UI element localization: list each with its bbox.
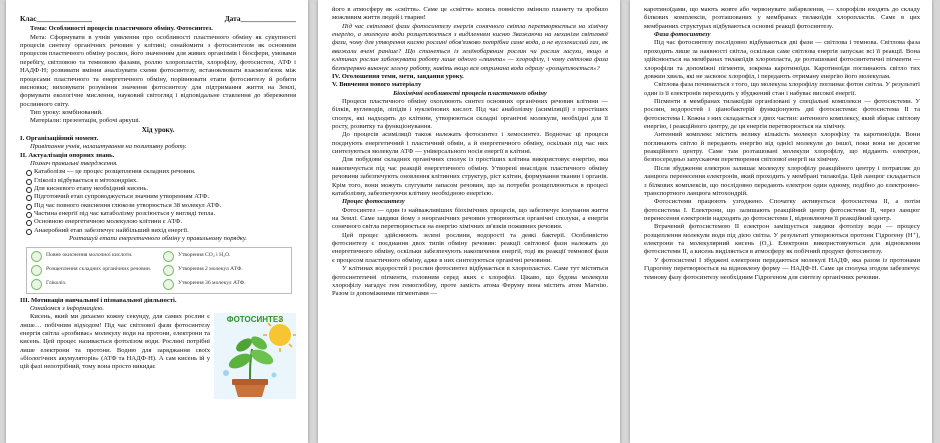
statement-checkbox[interactable]: Для кисневого етапу необхідний кисень. bbox=[26, 185, 296, 193]
stage-4-heading: IV. Оголошення теми, мети, завдання уроку. bbox=[332, 72, 464, 80]
date-field: Дата_______________ bbox=[224, 14, 296, 23]
order-item[interactable]: Утворення 36 молекул АТФ. bbox=[163, 279, 287, 290]
paragraph: До процесів асиміляції також належать фотосинтез і хемосинтез. Водночас ці процеси поєднують енергетичний і пластичний обмін, а й енергетичного обміну, оскільки під час них синтезуються молекули АТФ — універсального носія енергії в клітині. bbox=[332, 131, 608, 156]
order-item[interactable]: Утворення CO₂ і H₂O. bbox=[163, 251, 287, 262]
paragraph: Під час фотосинтезу послідовно відбуваються дві фази — світлова і темнова. Світлова фаза проходить лише за наявності світла, оскільки саме світлова енергія запускає всі її реакції. Вона здійснюється на мембранах тилакоїдів хлоропласта, де розташовані фотосинтетичні пігменти — хлорофіли та допоміжні пігменти, зокрема каротиноїди. Каротиноїди поглинають світло тих довжин хвиль, які не засвоює хлорофіл, і передають отриману енергію його молекулам. bbox=[644, 39, 920, 80]
order-item[interactable]: Повне окиснення молочної кислоти. bbox=[31, 251, 155, 262]
page-3 bbox=[630, 0, 932, 443]
header-row bbox=[20, 14, 296, 23]
lesson-goal: Мета: Сформувати в учнів уявлення про особливості пластичного обміну як сукупності процесів синтезу органічних речовин у клітині; ознайомити з фотосинтезом як основним процесом пластичного обміну рослин, його значенням для живих організмів і біосфери, умовами перебігу, світловою та темновою фазами, роллю хлоропластів, хлорофілу, фотосистем, АТФ і НАДФ·Н; розвивати вміння аналізувати схеми фотосинтезу, встановлювати взаємозв'язок між процесами пластичного та енергетичного обміну, порівнювати етапи фотосинтезу й робити висновки; виховувати розуміння значення фотосинтезу для підтримання життя на Землі, формувати екологічне мислення, науковий світогляд і відповідальне ставлення до збереження рослинного світу. bbox=[20, 33, 296, 108]
paragraph: Фотосистеми працюють узгоджено. Спочатку активується фотосистема II, а потім фотосистема I. Електрони, що залишають реакційний центр фотосистеми II, через ланцюг перенесення електронів надходять до фотосистеми I, відновлюючи її реакційний центр. bbox=[644, 198, 920, 222]
order-circle-icon bbox=[163, 279, 174, 290]
ordering-task bbox=[26, 247, 292, 294]
course-title: Хід уроку. bbox=[141, 125, 175, 134]
statement-checkbox[interactable]: Основною енергетичною молекулою клітини є АТФ. bbox=[26, 218, 296, 226]
page-3-intro: каротиноїдами, що мають жовте або червонувате забарвлення, — хлорофіли входять до складу білкових комплексів, розташованих у мембранах тилакоїдів хлоропластів. Саме в цих мембранних структурах відбуваються основні реакції фотосинтезу. bbox=[644, 6, 920, 30]
statement-checkbox[interactable]: Частина енергії під час катаболізму розсіюється у вигляді тепла. bbox=[26, 210, 296, 218]
order-circle-icon bbox=[31, 251, 42, 262]
order-item[interactable]: Розщеплення складних органічних речовин. bbox=[31, 265, 155, 276]
statement-checkbox[interactable]: Анаеробний етап забезпечує найбільший вихід енергії. bbox=[26, 227, 296, 235]
stage-3-note: Ознайомся з інформацією. bbox=[30, 304, 105, 312]
order-item[interactable]: Гліколіз. bbox=[31, 279, 155, 290]
statement-list bbox=[20, 168, 296, 235]
statement-checkbox[interactable]: Підготовчий етап супроводжується значним утворенням АТФ. bbox=[26, 193, 296, 201]
order-circle-icon bbox=[163, 251, 174, 262]
paragraph: У клітинах водоростей і рослин фотосинтез відбувається в хлоропластах. Саме тут містяться фотосинтетичні пігменти, головним серед яких є хлорофіл. Цікаво, що будова молекули хлорофілу нагадує гем гемоглобіну, проте замість атома Феруму вона містить атом Магнію. Разом із допоміжними пігментами — bbox=[332, 265, 608, 298]
order-circle-icon bbox=[31, 279, 42, 290]
phase-heading: Фаза фотосинтезу bbox=[654, 31, 711, 39]
paragraph: Фотосинтез — один із найважливіших біохімічних процесів, що забезпечує існування життя на Землі. Саме завдяки йому з неорганічних речовин утворюються органічні сполуки, а енергія сонячного світла перетворюється на енергію хімічних зв'язків поживних речовин. bbox=[332, 206, 608, 231]
paragraph: Процеси пластичного обміну охоплюють синтез основних органічних речовин клітини — білків, вуглеводів, ліпідів і нуклеїнових кислот. Під час анаболізму (асиміляції) з простіших сполук, які надходять до клітини, утворюються складні органічні молекули, необхідні для її росту, розвитку та функціонування. bbox=[332, 97, 608, 131]
order-item[interactable]: Утворення 2 молекул АТФ. bbox=[163, 265, 287, 276]
photosynthesis-heading: Процес фотосинтезу bbox=[342, 198, 405, 206]
page-1 bbox=[6, 0, 308, 443]
plant-sun-icon bbox=[214, 313, 296, 399]
paragraph: Для побудови складних органічних сполук із простіших клітина використовує енергію, яка накопичується під час реакцій енергетичного обміну. Утворені внаслідок пластичного обміну речовини забезпечують оновлення клітинних структур, ріст клітин, формування тканин і органів. Крім того, вони можуть слугувати запасом речовин, що за потреби розщеплюються в процесі катаболізму, забезпечуючи клітину необхідною енергією. bbox=[332, 156, 608, 197]
page-2-intro: його в атмосферу як «сміття». Саме це «сміття» колись повністю змінило планету та зробило можливим життя людей і тварин! bbox=[332, 6, 608, 22]
lesson-materials: Матеріали: презентація, робочі аркуші. bbox=[30, 117, 141, 125]
illustration-title: ФОТОСИНТЕЗ bbox=[226, 315, 284, 325]
statement-checkbox[interactable]: Під час повного окиснення глюкози утворюється 38 молекул АТФ. bbox=[26, 202, 296, 210]
paragraph: Антенний комплекс містить велику кількість молекул хлорофілу та каротиноїдів. Вони поглинають світло й передають енергію від однієї молекули до іншої, поки вона не досягне реакційного центру. Саме там розташовані молекули хлорофілу, що віддають електрон, безпосередньо запускаючи перетворення світлової енергії на хімічну. bbox=[644, 131, 920, 164]
statement-checkbox[interactable]: Катаболізм — це процес розщеплення складних речовин. bbox=[26, 168, 296, 176]
lesson-type: Тип уроку: комбінований. bbox=[30, 108, 103, 116]
class-field: Клас_______________ bbox=[20, 14, 92, 23]
paragraph: Цей процес здійснюють зелені рослини, водорості та деякі бактерії. Особливістю фотосинтезу є поєднання двох типів обміну речовин: реакції світлової фази належать до енергетичного обміну, оскільки забезпечують накопичення енергії, тоді як реакції темнової фази є процесом пластичного обміну, адже в них синтезуються органічні речовини. bbox=[332, 231, 608, 264]
stage-2-hint: Розташуй етапи енергетичного обміну у правильному порядку. bbox=[68, 235, 248, 243]
question-block: Під час світлової фази фотосинтезу енергія сонячного світла перетворюється на хімічну енергію, а молекула води розщеплюється з виділенням кисню Зважаючи на механізм світлової фази, чому для утворення кисню рослині обов'язково потрібна саме вода, а не вуглекислий газ, як вважали вчені раніше? Що станеться із зелёнобарвним рослин чи рослин засухи, якщо в клітинах рослин заблокувати роботу лише одного «гвинта» — хлорофілу, і чому світлова фаза безперервно виконує зелену роботу, навіть якщо вся отримана вода одразу «розщеплюється»? bbox=[332, 22, 608, 72]
order-circle-icon bbox=[31, 265, 42, 276]
photosynthesis-illustration bbox=[214, 313, 296, 399]
statement-checkbox[interactable]: Гліколіз відбувається в мітохондріях. bbox=[26, 177, 296, 185]
stage-5-heading: V. Вивчення нового матеріалу bbox=[332, 81, 422, 89]
stage-2-heading: ІІ. Актуалізація опорних знань. bbox=[20, 151, 115, 159]
stage-1-note: Привітання учнів, налаштування на позитивну роботу. bbox=[30, 143, 187, 151]
motivation-text: Кисень, який ми дихаємо кожну секунду, для самих рослин є лише… побічним відходом! Під час світлової фази фотосинтезу енергія світла «розбиває» молекулу води на протони, електрони та кисень. Цей процес називається фотолізом води. Рослині потрібні лише електрони та протони. Водню для заряджання своїх «біологічних акумуляторів» (АТФ та НАДФ·Н). А сам кисень ій у цій фазі непотрібний, тому вона просто викидає bbox=[20, 313, 210, 371]
page-2 bbox=[318, 0, 620, 443]
stage-1-heading: І. Організаційний момент. bbox=[20, 134, 99, 142]
stage-2-note: Познач правильні твердження. bbox=[30, 159, 118, 167]
lesson-topic: Тема: Особливості процесів пластичного обміну. Фотосинтез. bbox=[30, 25, 213, 33]
paragraph: Втрачений фотосистемою II електрон заміщується завдяки фотолізу води — процесу розщеплення молекули води під дією світла. У результаті утворюються протони Гідрогену (H⁺), електрони та молекулярний кисень (O₂). Електрони використовуються для відновлення фотосистеми II, а кисень виділяється в атмосферу як побічний продукт фотосинтезу. bbox=[644, 223, 920, 256]
paragraph: Пігменти в мембранах тилакоїдів організовані у спеціальні комплекси — фотосистеми. У рослин, водоростей і ціанобактерій функціонують дві фотосистеми: фотосистема II та фотосистема I. Кожна з них складається з двох частин: антенного комплексу, який збирає світлову енергію, і реакційного центру, де ця енергія перетворюється на хімічну. bbox=[644, 97, 920, 131]
paragraph: У фотосистемі I збуджені електрони передаються молекулі НАДФ, яка разом із протонами Гідрогену перетворюється на відновлену форму — НАДФ·Н. Саме ця сполука згодом забезпечує темнову фазу фотосинтезу необхідним Гідрогеном для синтезу органічних речовин. bbox=[644, 256, 920, 281]
order-circle-icon bbox=[163, 265, 174, 276]
paragraph: Після збудження електрон залишає молекулу хлорофілу реакційного центру і потрапляє до ланцюга перенесення електронів, який проходить у мембрані тилакоїда. Цей ланцюг складається з білкових комплексів, що послідовно передають електрон один одному, подібно до електронно-транспортного ланцюга мітохондрій. bbox=[644, 164, 920, 197]
paragraph: Світлова фаза починається з того, що молекула хлорофілу поглинає фотон світла. У результаті один із її електронів переходить у збуджений стан і набуває високої енергії. bbox=[644, 81, 920, 97]
stage-3-heading: ІІІ. Мотивація навчальної і пізнавальної діяльності. bbox=[20, 296, 177, 304]
subtopic-heading: Біохімічні особливості процесів пластичного обміну bbox=[393, 89, 547, 97]
